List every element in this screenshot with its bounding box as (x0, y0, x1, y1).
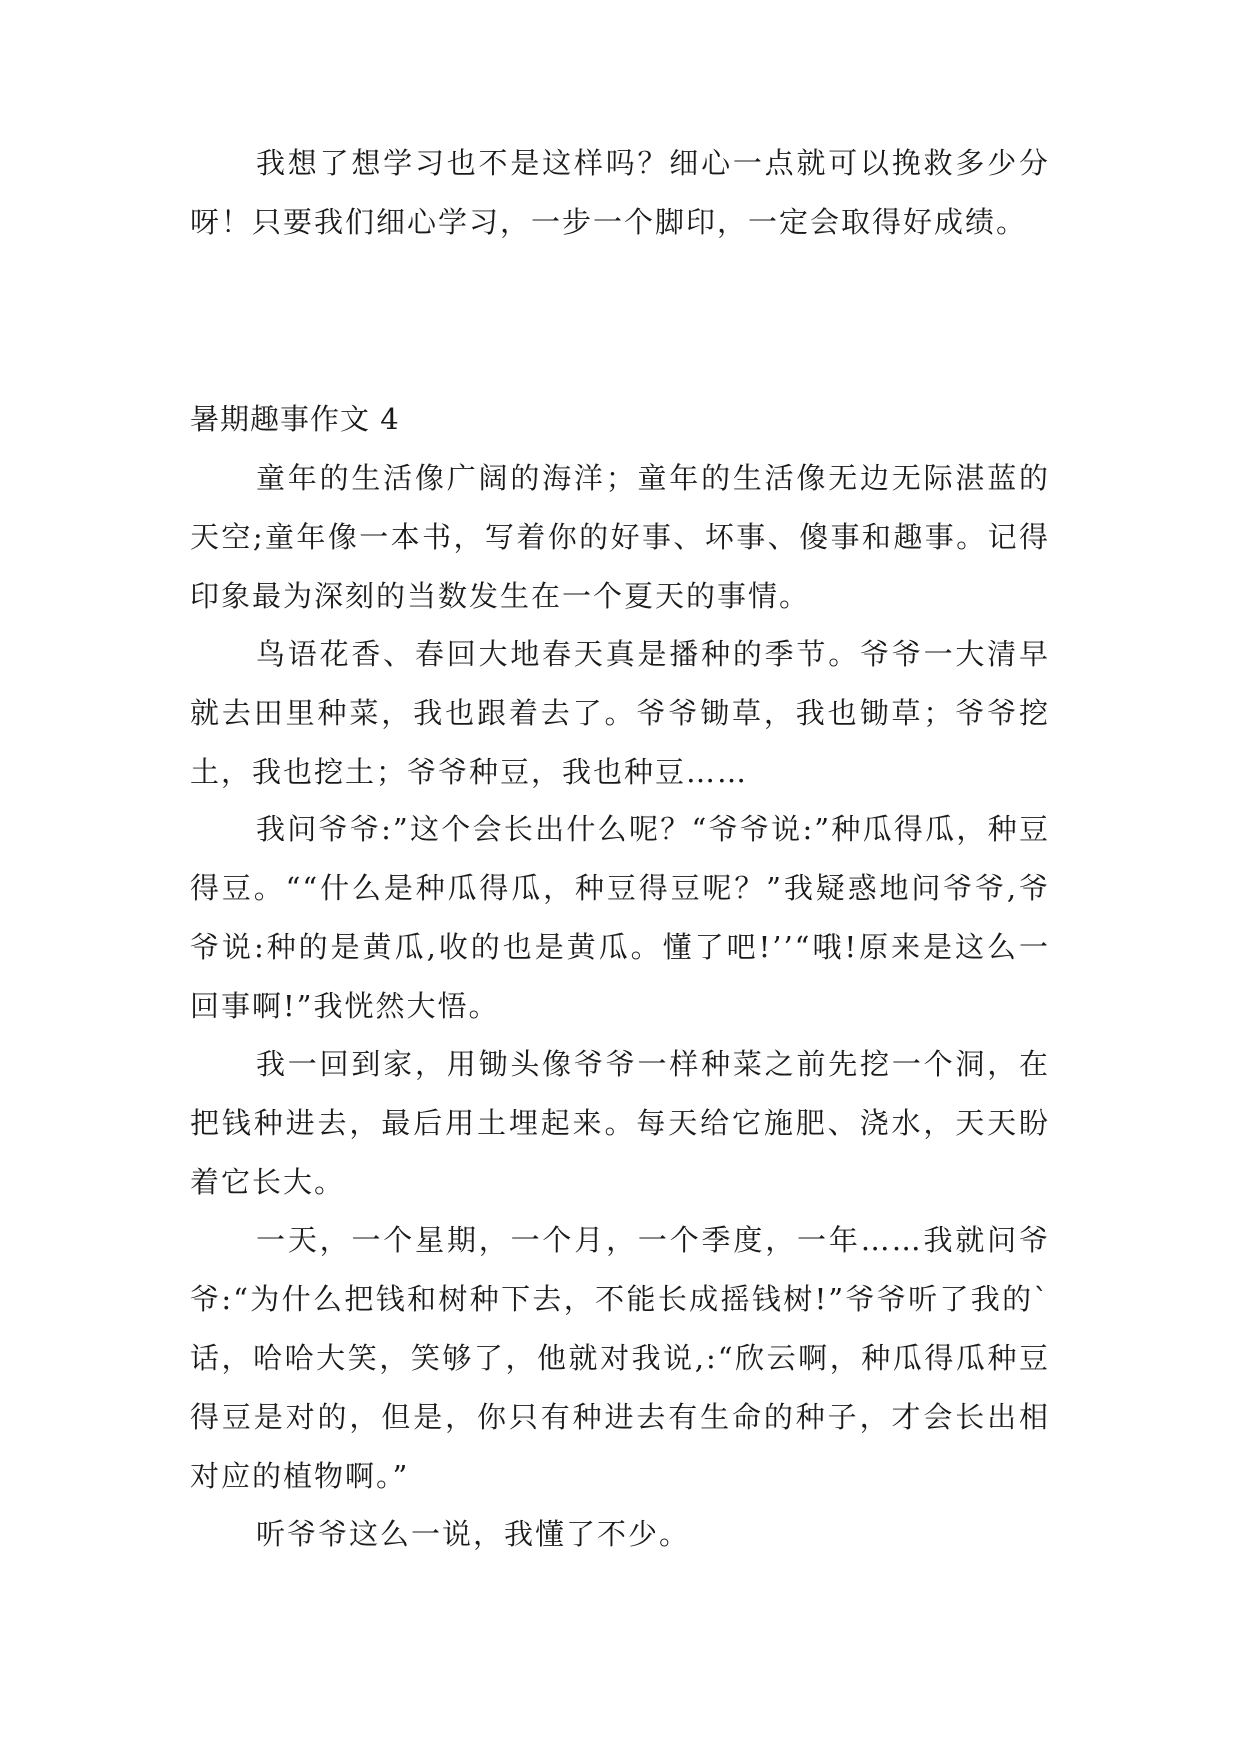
paragraph-3: 我问爷爷:”这个会长出什么呢？“爷爷说:”种瓜得瓜，种豆得豆。““什么是种瓜得瓜，种豆得豆呢？”我疑惑地问爷爷,爷爷说:种的是黄瓜,收的也是黄瓜。懂了吧!’’“哦!原来是这么一回事啊!”我恍然大悟。 (190, 812, 1050, 1023)
paragraph-2: 鸟语花香、春回大地春天真是播种的季节。爷爷一大清早就去田里种菜，我也跟着去了。爷爷锄草，我也锄草；爷爷挖土，我也挖土；爷爷种豆，我也种豆…… (190, 637, 1050, 789)
section-title: 暑期趣事作文 4 (190, 402, 400, 436)
intro-paragraph: 我想了想学习也不是这样吗？细心一点就可以挽救多少分呀！只要我们细心学习，一步一个脚印，一定会取得好成绩。 (190, 146, 1050, 239)
paragraph-5: 一天，一个星期，一个月，一个季度，一年……我就问爷爷:“为什么把钱和树种下去，不能长成摇钱树!”爷爷听了我的`话，哈哈大笑，笑够了，他就对我说,:“欣云啊，种瓜得瓜种豆得豆是对的，但是，你只有种进去有生命的种子，才会长出相对应的植物啊。” (190, 1223, 1050, 1493)
paragraph-4: 我一回到家，用锄头像爷爷一样种菜之前先挖一个洞，在把钱种进去，最后用土埋起来。每天给它施肥、浇水，天天盼着它长大。 (190, 1047, 1050, 1199)
paragraph-1: 童年的生活像广阔的海洋；童年的生活像无边无际湛蓝的天空;童年像一本书，写着你的好事、坏事、傻事和趣事。记得印象最为深刻的当数发生在一个夏天的事情。 (190, 461, 1050, 613)
paragraph-6: 听爷爷这么一说，我懂了不少。 (256, 1517, 691, 1551)
